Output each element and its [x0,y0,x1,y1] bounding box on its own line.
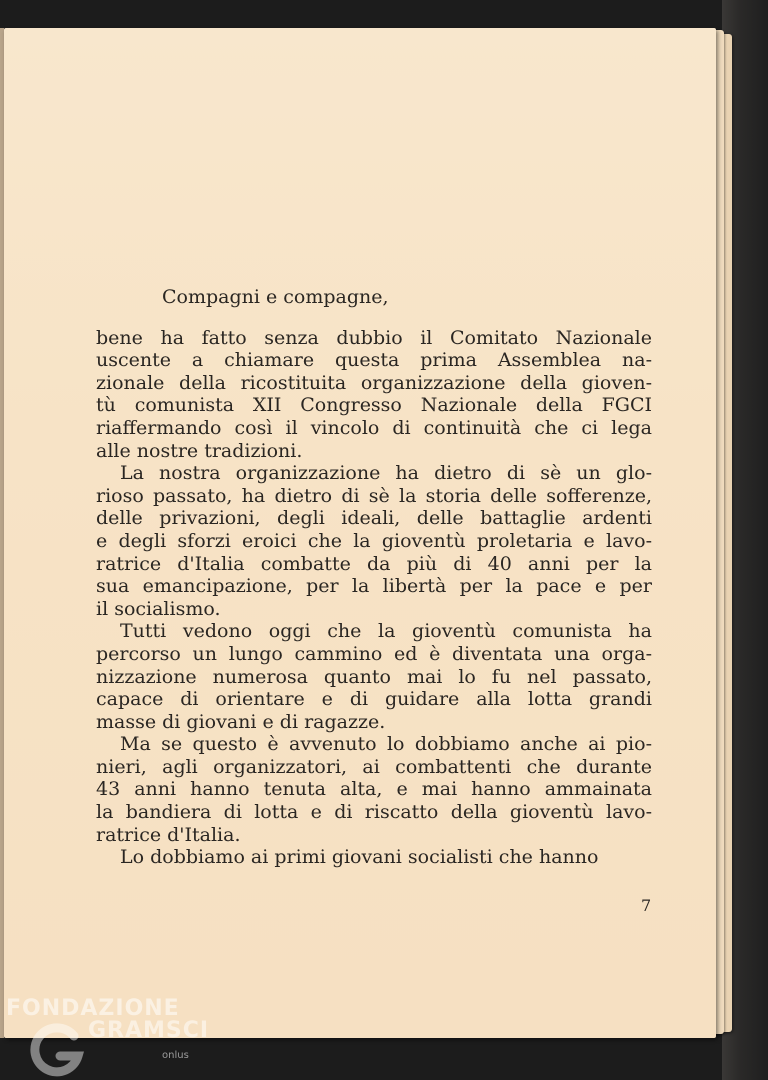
text-line: la bandiera di lotta e di riscatto della gioventù lavo- [96,801,652,824]
page-number: 7 [641,896,652,915]
text-line: rioso passato, ha dietro di sè la storia delle sofferenze, [96,484,652,507]
text-line: tù comunista XII Congresso Nazionale della FGCI [96,394,652,417]
text-line: Tutti vedono oggi che la gioventù comunista ha [120,620,652,643]
text-line: Ma se questo è avvenuto lo dobbiamo anche ai pio- [120,733,652,756]
text-line: riaffermando così il vincolo di continuità che ci lega [96,416,652,439]
salutation: Compagni e compagne, [162,286,389,308]
text-line: 43 anni hanno tenuta alta, e mai hanno ammainata [96,778,652,801]
text-line: alle nostre tradizioni. [96,439,303,462]
text-line: La nostra organizzazione ha dietro di sè un glo- [120,462,652,485]
paragraph-4 [96,733,652,846]
text-line: delle privazioni, degli ideali, delle battaglie ardenti [96,507,652,530]
paragraph-2 [96,462,652,620]
text-line: nieri, agli organizzatori, ai combattenti che durante [96,755,652,778]
text-line: capace di orientare e di guidare alla lotta grandi [96,688,652,711]
text-line: uscente a chiamare questa prima Assemblea na- [96,349,652,372]
fondazione-gramsci-watermark [4,992,210,1080]
watermark-suffix: onlus [162,1050,189,1061]
text-line: Lo dobbiamo ai primi giovani socialisti che hanno [120,846,599,869]
text-line: ratrice d'Italia. [96,823,241,846]
page-body-text [96,286,652,869]
text-line: nizzazione numerosa quanto mai lo fu nel passato, [96,665,652,688]
text-line: sua emancipazione, per la libertà per la pace e per [96,575,652,598]
text-line: masse di giovani e di ragazze. [96,710,386,733]
gramsci-g-logo-icon [30,1022,90,1078]
text-line: ratrice d'Italia combatte da più di 40 anni per la [96,552,652,575]
text-line: percorso un lungo cammino ed è diventata una orga- [96,642,652,665]
text-line: bene ha fatto senza dubbio il Comitato Nazionale [96,326,652,349]
paragraph-5 [96,846,652,869]
watermark-title: FONDAZIONE [6,996,180,1021]
text-line: e degli sforzi eroici che la gioventù proletaria e lavo- [96,529,652,552]
paragraph-1 [96,327,652,463]
paragraph-3 [96,620,652,733]
watermark-subtitle: GRAMSCI [88,1018,210,1043]
text-line: zionale della ricostituita organizzazione della gioven- [96,371,652,394]
text-line: il socialismo. [96,597,221,620]
